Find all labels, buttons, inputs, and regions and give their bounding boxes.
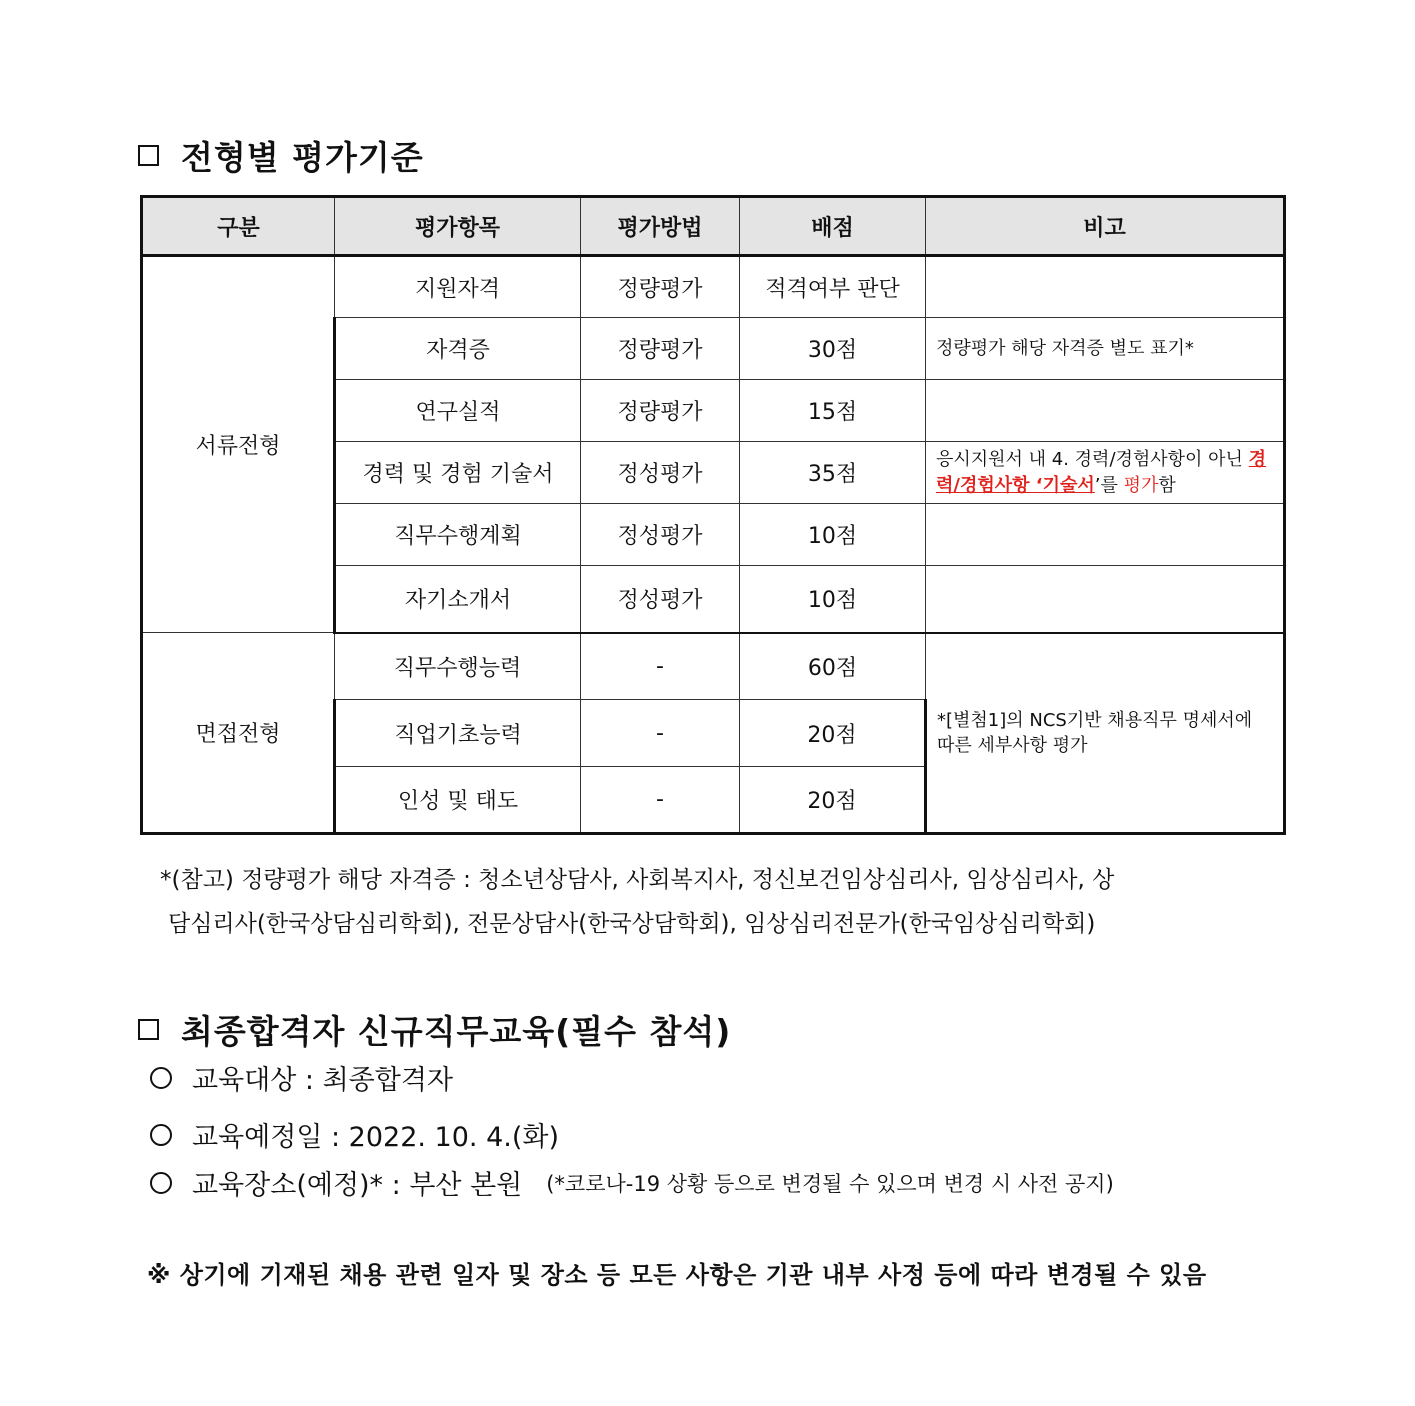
reference-note bbox=[160, 858, 1285, 946]
section-title-evaluation bbox=[138, 132, 424, 179]
training-target-text: 교육대상 : 최종합격자 bbox=[192, 1065, 453, 1096]
table-row bbox=[142, 633, 1285, 700]
cell-method: 정량평가 bbox=[581, 318, 740, 380]
cell-score: 20점 bbox=[740, 767, 926, 834]
cell-score: 35점 bbox=[740, 442, 926, 504]
note-text-c: ’를 bbox=[1094, 474, 1124, 496]
cell-note bbox=[926, 256, 1285, 318]
training-place bbox=[150, 1163, 1114, 1202]
circle-bullet-icon bbox=[150, 1124, 172, 1146]
cell-method: 정성평가 bbox=[581, 442, 740, 504]
cell-method: 정성평가 bbox=[581, 566, 740, 633]
training-date-text: 교육예정일 : 2022. 10. 4.(화) bbox=[192, 1122, 559, 1153]
training-target bbox=[150, 1058, 453, 1097]
circle-bullet-icon bbox=[150, 1067, 172, 1089]
note-highlight-evaluate: 평가 bbox=[1123, 474, 1159, 496]
cell-item: 연구실적 bbox=[335, 380, 581, 442]
header-score: 배점 bbox=[740, 197, 926, 256]
cell-item: 직무수행능력 bbox=[335, 633, 581, 700]
cell-note: 정량평가 해당 자격증 별도 표기* bbox=[926, 318, 1285, 380]
cell-interview-note: *[별첨1]의 NCS기반 채용직무 명세서에 따른 세부사항 평가 bbox=[926, 633, 1285, 834]
cell-note-experience bbox=[926, 442, 1285, 504]
cell-method: - bbox=[581, 767, 740, 834]
training-place-text: 교육장소(예정)* : 부산 본원 bbox=[192, 1170, 523, 1201]
cell-method: - bbox=[581, 700, 740, 767]
training-place-note: (*코로나-19 상황 등으로 변경될 수 있으며 변경 시 사전 공지) bbox=[546, 1171, 1114, 1196]
header-remarks: 비고 bbox=[926, 197, 1285, 256]
cell-score: 20점 bbox=[740, 700, 926, 767]
evaluation-criteria-table bbox=[140, 195, 1286, 835]
cell-score: 적격여부 판단 bbox=[740, 256, 926, 318]
cell-method: 정성평가 bbox=[581, 504, 740, 566]
circle-bullet-icon bbox=[150, 1172, 172, 1194]
cell-score: 15점 bbox=[740, 380, 926, 442]
cell-score: 10점 bbox=[740, 504, 926, 566]
footer-disclaimer: ※ 상기에 기재된 채용 관련 일자 및 장소 등 모든 사항은 기관 내부 사정 등에 따라 변경될 수 있음 bbox=[147, 1261, 1207, 1289]
header-item: 평가항목 bbox=[335, 197, 581, 256]
cell-method: 정량평가 bbox=[581, 380, 740, 442]
cell-item: 자격증 bbox=[335, 318, 581, 380]
note-highlight-statement: 경력/경험사항 ‘기술서 bbox=[936, 449, 1267, 496]
cell-note bbox=[926, 504, 1285, 566]
note-text-e: 함 bbox=[1158, 474, 1176, 496]
cell-score: 60점 bbox=[740, 633, 926, 700]
table-row bbox=[142, 256, 1285, 318]
cell-method: 정량평가 bbox=[581, 256, 740, 318]
section-title-text: 전형별 평가기준 bbox=[181, 138, 424, 177]
cell-item: 인성 및 태도 bbox=[335, 767, 581, 834]
cell-method: - bbox=[581, 633, 740, 700]
cell-note bbox=[926, 566, 1285, 633]
cell-item: 직업기초능력 bbox=[335, 700, 581, 767]
table-header-row bbox=[142, 197, 1285, 256]
section-title-text: 최종합격자 신규직무교육(필수 참석) bbox=[181, 1012, 732, 1051]
note-text-a: 응시지원서 내 4. 경력/경험사항이 아닌 bbox=[936, 449, 1249, 471]
cell-item: 직무수행계획 bbox=[335, 504, 581, 566]
square-bullet-icon bbox=[138, 1019, 159, 1040]
cell-item: 자기소개서 bbox=[335, 566, 581, 633]
square-bullet-icon bbox=[138, 145, 159, 166]
cell-score: 10점 bbox=[740, 566, 926, 633]
section-title-training bbox=[138, 1006, 731, 1053]
group-document-screening: 서류전형 bbox=[142, 256, 335, 633]
reference-note-line1: *(참고) 정량평가 해당 자격증 : 청소년상담사, 사회복지사, 정신보건임상심리사, 임상심리사, 상 bbox=[160, 867, 1115, 893]
header-category: 구분 bbox=[142, 197, 335, 256]
header-method: 평가방법 bbox=[581, 197, 740, 256]
cell-item: 경력 및 경험 기술서 bbox=[335, 442, 581, 504]
reference-note-line2: 담심리사(한국상담심리학회), 전문상담사(한국상담학회), 임상심리전문가(한국임상심리학회) bbox=[168, 911, 1096, 937]
training-date bbox=[150, 1115, 559, 1154]
group-interview: 면접전형 bbox=[142, 633, 335, 834]
cell-score: 30점 bbox=[740, 318, 926, 380]
cell-item: 지원자격 bbox=[335, 256, 581, 318]
cell-note bbox=[926, 380, 1285, 442]
